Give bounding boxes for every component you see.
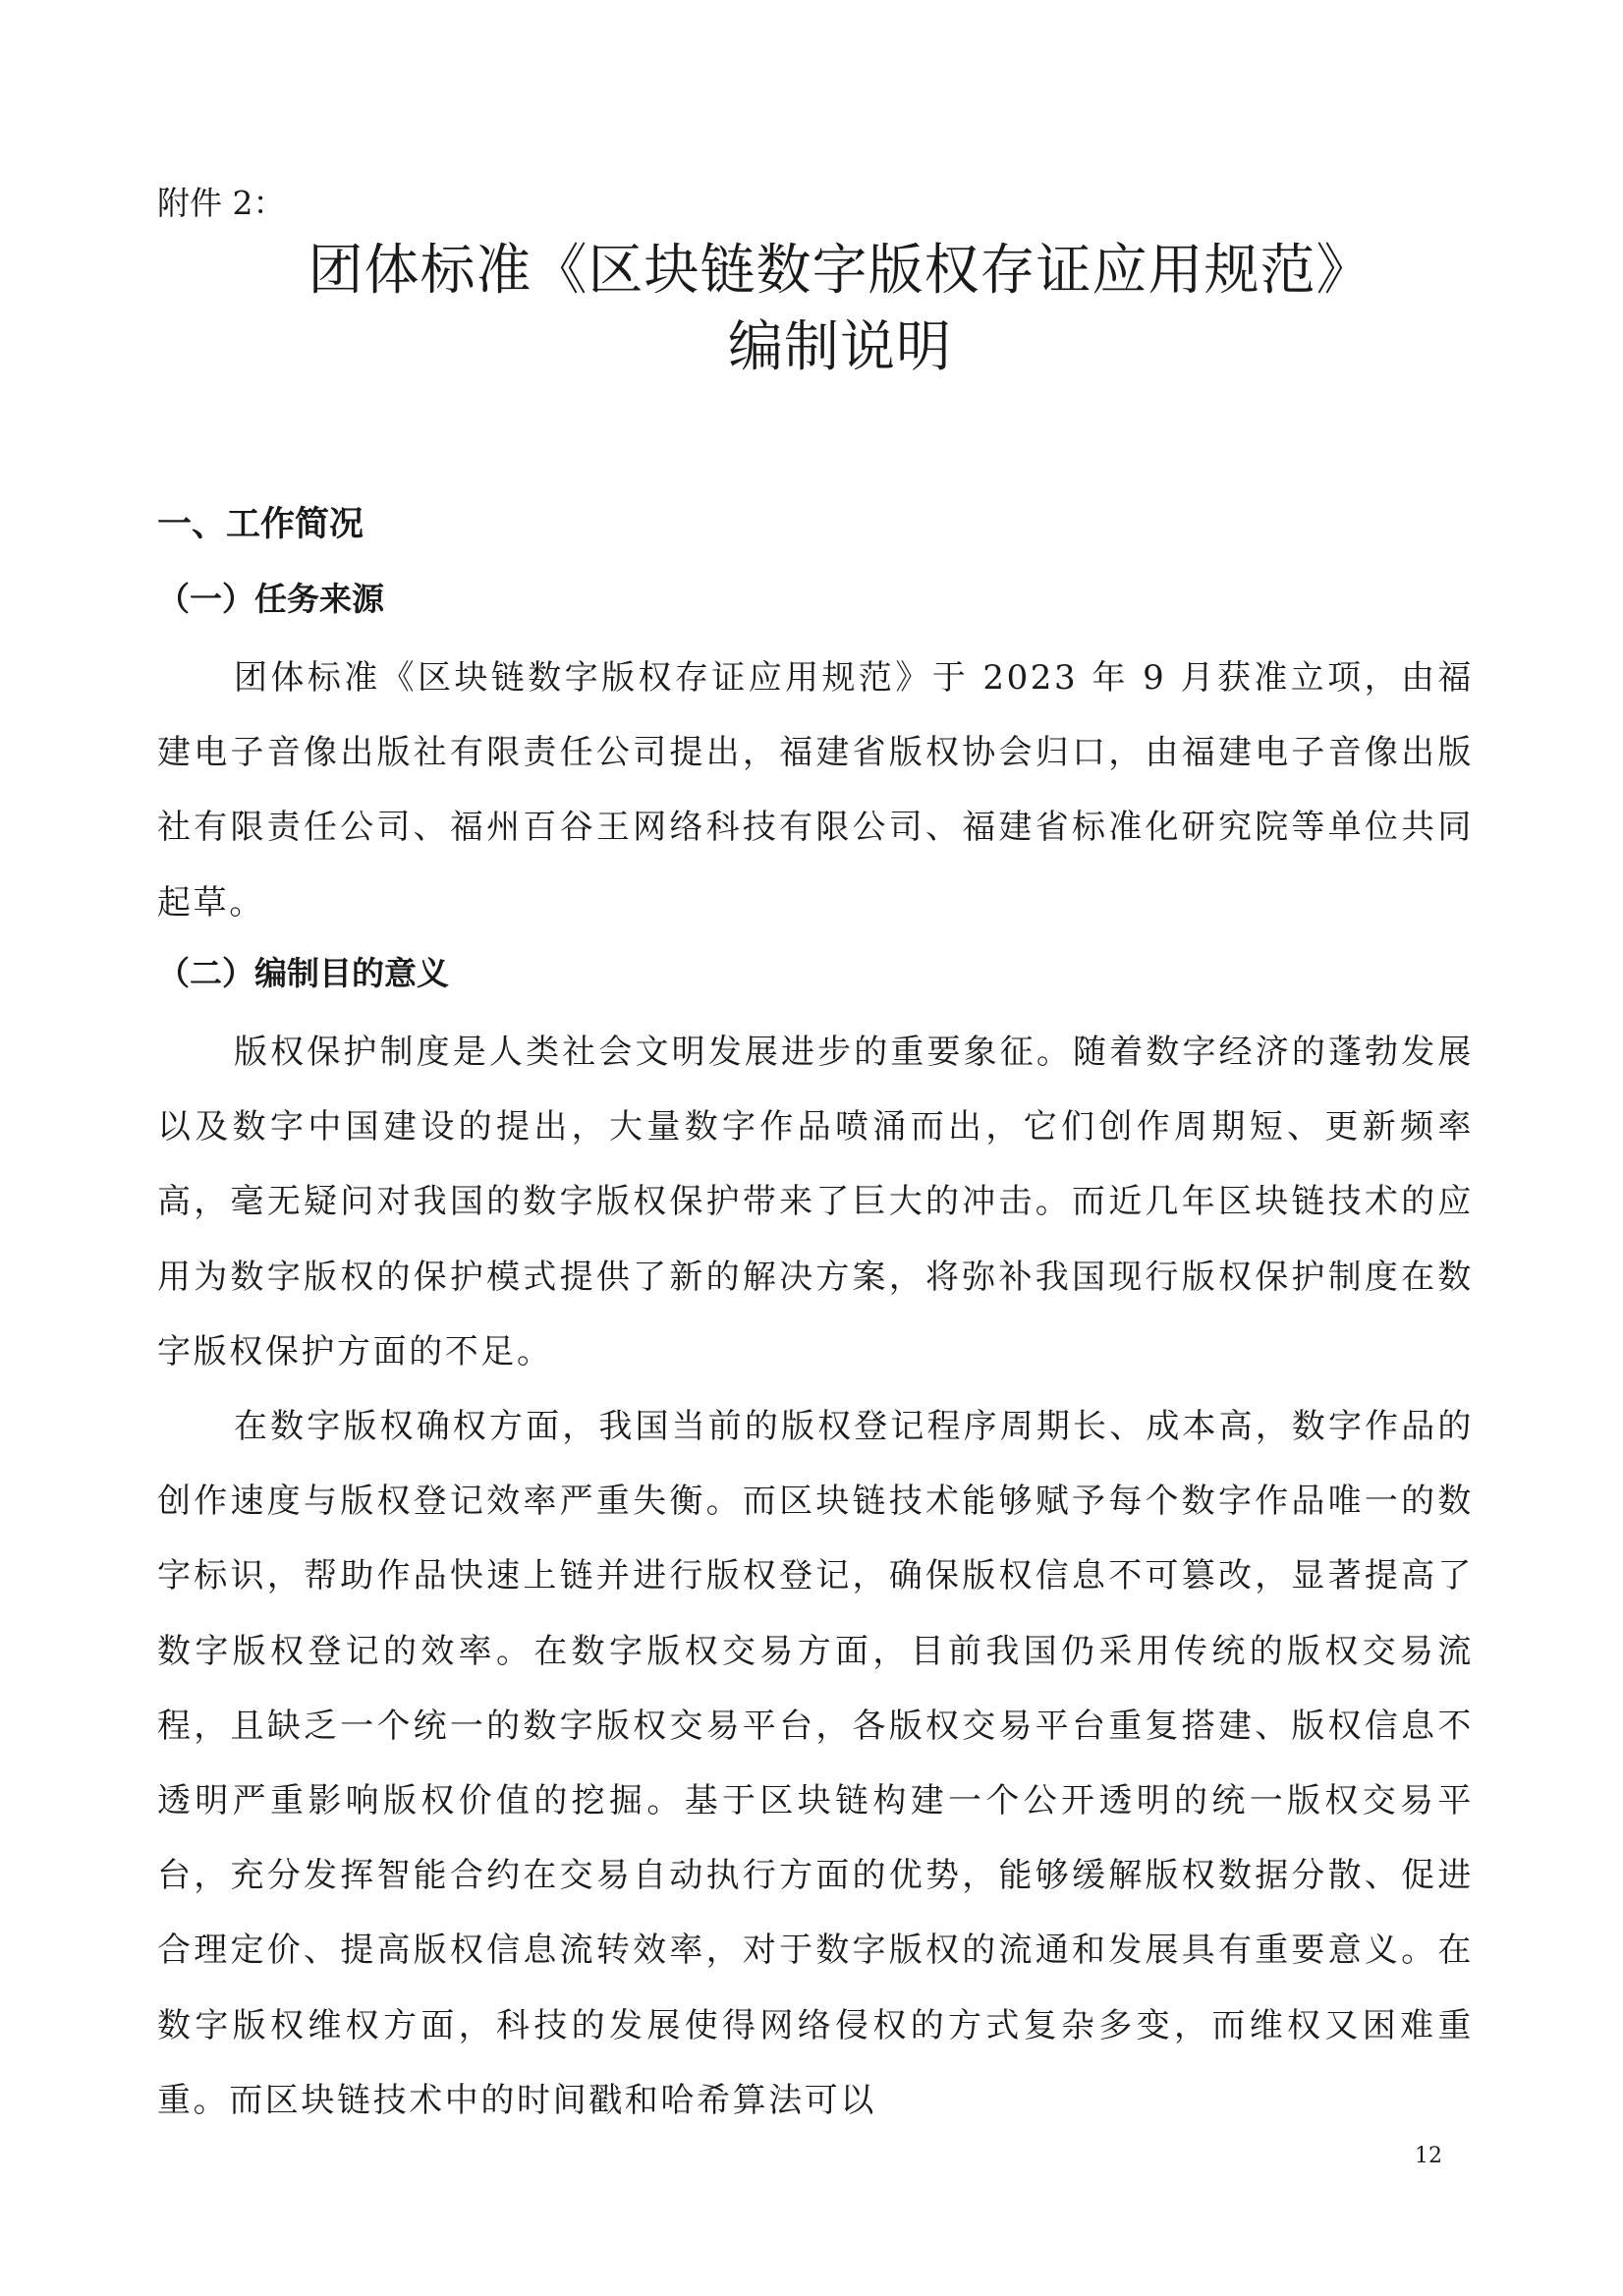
document-title-line-2: 编制说明: [728, 315, 952, 379]
document-title-line-1: 团体标准《区块链数字版权存证应用规范》: [308, 239, 1372, 303]
paragraph-task-source: 团体标准《区块链数字版权存证应用规范》于 2023 年 9 月获准立项，由福建电子音像出版社有限责任公司提出，福建省版权协会归口，由福建电子音像出版社有限责任公司、福州百谷王网络科技有限公司、福建省标准化研究院等单位共同起草。: [157, 658, 1474, 923]
subsection-heading-task-source: （一）任务来源: [157, 580, 384, 618]
attachment-label: 附件 2：: [157, 184, 286, 222]
page-number: 12: [1415, 2144, 1442, 2168]
subsection-heading-purpose: （二）编制目的意义: [157, 954, 449, 992]
paragraph-purpose-1: 版权保护制度是人类社会文明发展进步的重要象征。随着数字经济的蓬勃发展以及数字中国建设的提出，大量数字作品喷涌而出，它们创作周期短、更新频率高，毫无疑问对我国的数字版权保护带来了巨大的冲击。而近几年区块链技术的应用为数字版权的保护模式提供了新的解决方案，将弥补我国现行版权保护制度在数字版权保护方面的不足。: [157, 1033, 1474, 1372]
paragraph-purpose-2: 在数字版权确权方面，我国当前的版权登记程序周期长、成本高，数字作品的创作速度与版权登记效率严重失衡。而区块链技术能够赋予每个数字作品唯一的数字标识，帮助作品快速上链并进行版权登记，确保版权信息不可篡改，显著提高了数字版权登记的效率。在数字版权交易方面，目前我国仍采用传统的版权交易流程，且缺乏一个统一的数字版权交易平台，各版权交易平台重复搭建、版权信息不透明严重影响版权价值的挖掘。基于区块链构建一个公开透明的统一版权交易平台，充分发挥智能合约在交易自动执行方面的优势，能够缓解版权数据分散、促进合理定价、提高版权信息流转效率，对于数字版权的流通和发展具有重要意义。在数字版权维权方面，科技的发展使得网络侵权的方式复杂多变，而维权又困难重重。而区块链技术中的时间戳和哈希算法可以: [157, 1407, 1474, 2120]
section-heading-work-overview: 一、工作简况: [157, 505, 364, 544]
